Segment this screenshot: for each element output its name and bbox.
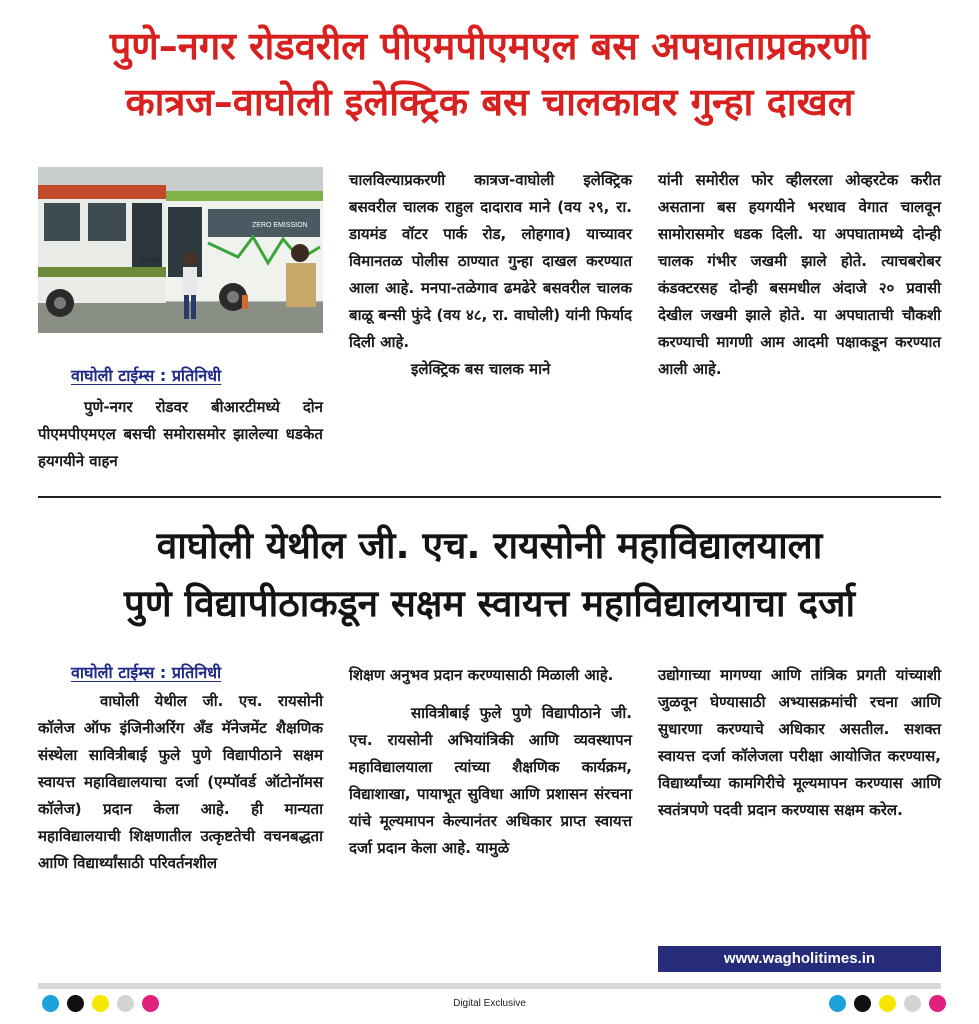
article2-column-1-text: वाघोली येथील जी. एच. रायसोनी कॉलेज ऑफ इंजिनीअरिंग अँड मॅनेजमेंट शैक्षणिक संस्थेला सावित्रीबाई फुले पुणे विद्यापीठाने सक्षम स्वायत्त महाविद्यालयाचा दर्जा (एम्पॉवर्ड ऑटोनॉमस कॉलेज) प्रदान केला आहे. ही मान्यता महाविद्यालयाची शिक्षणातील उत्कृष्टतेची वचनबद्धता आणि विद्यार्थ्यांसाठी परिवर्तनशील — [38, 692, 323, 872]
article1-headline-line2: कात्रज–वाघोली इलेक्ट्रिक बस चालकावर गुन्हा दाखल — [125, 80, 854, 124]
bus-accident-photo — [38, 167, 323, 333]
black-dot-icon — [854, 995, 871, 1012]
article1-column-3 — [658, 167, 941, 383]
article2-column-2-para1: शिक्षण अनुभव प्रदान करण्यासाठी मिळाली आहे. — [349, 666, 614, 684]
article1-byline: वाघोली टाईम्स : प्रतिनिधी — [71, 366, 222, 385]
article1-column-3-text: यांनी समोरील फोर व्हीलरला ओव्हरटेक करीत असताना बस हयगयीने भरधाव वेगात चालवून सामोरासमोर धडक दिली. या अपघातामध्ये दोन्ही चालक गंभीर जखमी झाले होते. त्याचबरोबर कंडक्टरसह दोन्ही बसमधील अंदाजे २० प्रवासी देखील जखमी झाले होते. या अपघाताची चौकशी करण्याची मागणी आम आदमी पक्षाकडून करण्यात आली आहे. — [658, 171, 941, 378]
article1-column-2 — [349, 167, 632, 383]
cyan-dot-icon — [829, 995, 846, 1012]
article2-byline: वाघोली टाईम्स : प्रतिनिधी — [71, 663, 222, 682]
article1-column-2-para2: इलेक्ट्रिक बस चालक माने — [411, 360, 551, 378]
footer-label: Digital Exclusive — [453, 998, 526, 1009]
article1-column-1-text: पुणे-नगर रोडवर बीआरटीमध्ये दोन पीएमपीएमएल बसची समोरासमोर झालेल्या धडकेत हयगयीने वाहन — [38, 398, 323, 470]
article1-column-1 — [38, 394, 323, 475]
magenta-dot-icon — [929, 995, 946, 1012]
registration-marks-right — [829, 995, 946, 1012]
svg-text:ZERO EMISSION: ZERO EMISSION — [252, 222, 308, 229]
article2-headline-line1: वाघोली येथील जी. एच. रायसोनी महाविद्यालयाला — [156, 524, 823, 567]
article2-headline-line2: पुणे विद्यापीठाकडून सक्षम स्वायत्त महाविद्यालयाचा दर्जा — [123, 582, 856, 625]
article2-column-3 — [658, 662, 941, 824]
article-divider — [38, 496, 941, 498]
article2-column-3-text: उद्योगाच्या मागण्या आणि तांत्रिक प्रगती यांच्याशी जुळवून घेण्यासाठी अभ्यासक्रमांची रचना आणि सुधारणा करण्याचे अधिकार असतील. सशक्त स्वायत्त दर्जा कॉलेजला परीक्षा आयोजित करण्यास, विद्यार्थ्यांच्या कामगिरीचे मूल्यमापन करण्यास आणि स्वतंत्रपणे पदवी प्रदान करण्यास सक्षम करेल. — [658, 666, 941, 819]
footer-rule — [38, 983, 941, 989]
grey-dot-icon — [904, 995, 921, 1012]
svg-text:C-423: C-423 — [142, 259, 159, 265]
article1-column-2-para1: चालविल्याप्रकरणी कात्रज-वाघोली इलेक्ट्रिक बसवरील चालक राहुल दादाराव माने (वय २९, रा. डायमंड वॉटर पार्क रोड, लोहगाव) याच्यावर विमानतळ पोलीस ठाण्यात गुन्हा दाखल करण्यात आला आहे. मनपा-तळेगाव ढमढेरे बसवरील चालक बाळू बन्सी फुंदे (वय ४८, रा. वाघोली) यांनी फिर्याद दिली आहे. — [349, 171, 632, 351]
website-link[interactable]: www.wagholitimes.in — [658, 946, 941, 972]
article2-column-2-para2: सावित्रीबाई फुले पुणे विद्यापीठाने जी. एच. रायसोनी अभियांत्रिकी आणि व्यवस्थापन महाविद्यालयाला त्यांच्या शैक्षणिक कार्यक्रम, विद्याशाखा, पायाभूत सुविधा आणि प्रशासन संरचना यांचे मूल्यमापन केल्यानंतर अधिकार प्राप्त स्वायत्त दर्जा प्रदान केला आहे. यामुळे — [349, 704, 632, 857]
article2-column-1 — [38, 688, 323, 877]
article1-headline-line1: पुणे–नगर रोडवरील पीएमपीएमएल बस अपघाताप्रकरणी — [109, 24, 870, 68]
article2-column-2 — [349, 662, 632, 862]
yellow-dot-icon — [879, 995, 896, 1012]
